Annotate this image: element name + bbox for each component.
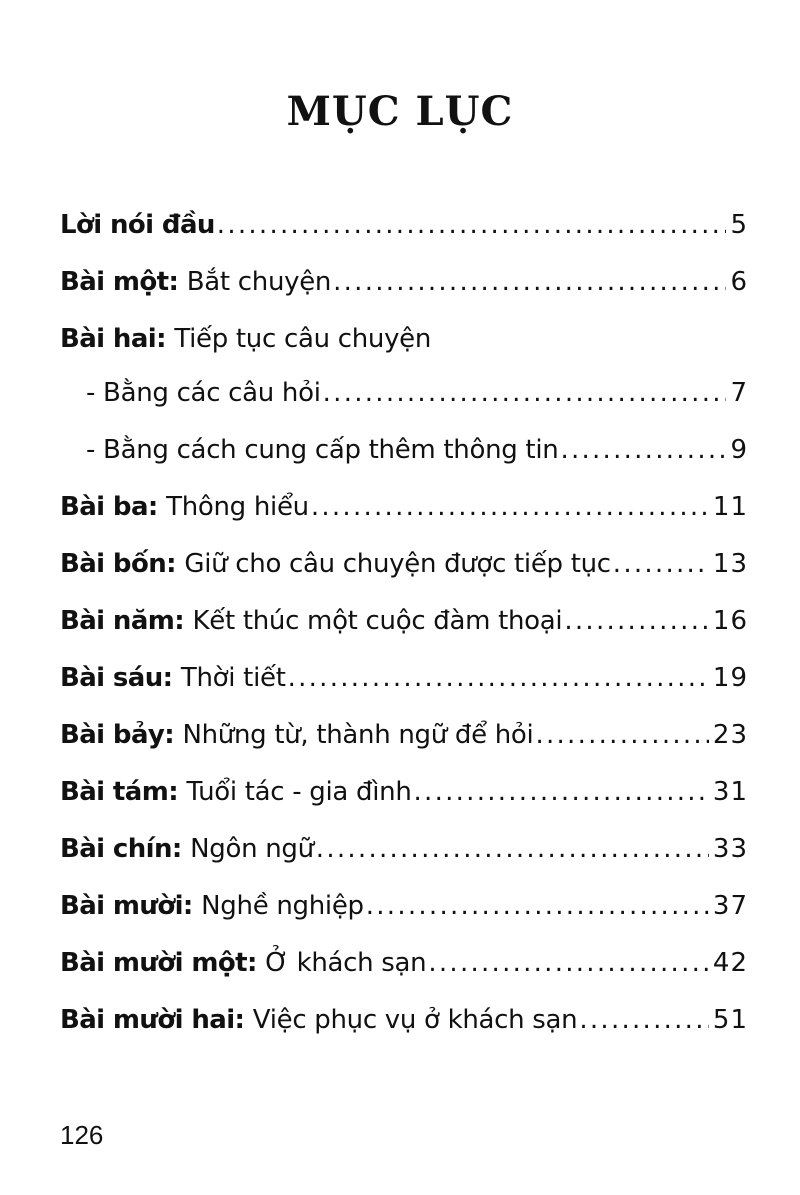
toc-entry-topic: Bắt chuyện [186,267,332,297]
toc-entry-lesson-2 [60,324,748,378]
toc-entry-page: 11 [712,492,748,522]
toc-entry-page: 5 [730,210,748,240]
toc-entry-lead: Bài bảy [60,720,165,750]
toc-entry-lesson-11 [60,948,748,1005]
lead-separator: : [171,834,191,864]
toc-entry-page: 23 [712,720,748,750]
toc-entry-page: 13 [712,549,748,579]
toc-entry-lead: Bài sáu [60,663,163,693]
toc-subentry-questions [60,378,748,435]
lead-separator: : [246,948,266,978]
toc-entry-page: 31 [712,777,748,807]
dot-leader [535,720,708,750]
dot-leader [217,210,727,240]
toc-entry-topic: Kết thúc một cuộc đàm thoại [192,606,563,636]
toc-entry-lesson-9 [60,834,748,891]
toc-entry-lead: Bài hai [60,324,157,354]
dot-leader [333,267,726,297]
toc-entry-lesson-1 [60,267,748,324]
dot-leader [414,777,709,807]
toc-entry-topic: Thông hiểu [166,492,309,522]
lead-separator: : [234,1005,253,1035]
toc-entry-lesson-10 [60,891,748,948]
toc-entry-lead: Lời nói đầu [60,210,215,240]
dot-leader [564,606,709,636]
lead-separator: : [162,663,181,693]
toc-entry-topic: - Bằng các câu hỏi [86,378,321,408]
toc-entry-page: 37 [712,891,748,921]
toc-entry-foreword [60,210,748,267]
table-of-contents [60,210,748,1062]
dot-leader [366,891,709,921]
toc-entry-lead: Bài một [60,267,169,297]
lead-separator: : [168,267,187,297]
toc-entry-page: 19 [712,663,748,693]
toc-entry-page: 16 [712,606,748,636]
toc-entry-topic: Ở khách sạn [265,948,427,978]
toc-entry-topic: Những từ, thành ngữ để hỏi [182,720,534,750]
toc-entry-topic: Nghề nghiệp [201,891,364,921]
toc-entry-page: 51 [712,1005,748,1035]
toc-entry-lesson-6 [60,663,748,720]
lead-separator: : [166,549,185,579]
toc-entry-topic: Ngôn ngữ [190,834,314,864]
toc-entry-lesson-7 [60,720,748,777]
toc-entry-lesson-8 [60,777,748,834]
toc-entry-lead: Bài ba [60,492,148,522]
toc-entry-lead: Bài mười hai [60,1005,235,1035]
toc-entry-page: 33 [712,834,748,864]
toc-entry-topic: Tuổi tác - gia đình [186,777,412,807]
dot-leader [288,663,709,693]
toc-entry-lesson-5 [60,606,748,663]
dot-leader [323,378,727,408]
dot-leader [311,492,709,522]
lead-separator: : [174,606,193,636]
toc-entry-topic: Việc phục vụ ở khách sạn [252,1005,578,1035]
toc-entry-lead: Bài năm [60,606,175,636]
toc-entry-topic: Thời tiết [180,663,286,693]
dot-leader [613,549,709,579]
lead-separator: : [147,492,167,522]
toc-entry-lead: Bài mười một [60,948,247,978]
toc-entry-lesson-4 [60,549,748,606]
toc-entry-lead: Bài chín [60,834,172,864]
lead-separator: : [164,720,183,750]
toc-entry-page: 42 [712,948,748,978]
toc-entry-page: 7 [730,378,748,408]
toc-entry-topic: - Bằng cách cung cấp thêm thông tin [86,435,559,465]
toc-entry-page: 6 [730,267,748,297]
toc-subentry-more-info [60,435,748,492]
toc-entry-topic: Tiếp tục câu chuyện [174,324,432,354]
dot-leader [560,435,726,465]
toc-entry-lead: Bài mười [60,891,183,921]
lead-separator: : [156,324,175,354]
page-number: 126 [60,1120,104,1150]
dot-leader [428,948,709,978]
toc-entry-lead: Bài bốn [60,549,167,579]
lead-separator: : [182,891,202,921]
toc-entry-lesson-3 [60,492,748,549]
page-title: MỤC LỤC [286,88,514,135]
dot-leader [579,1005,709,1035]
toc-entry-page: 9 [730,435,748,465]
toc-entry-topic: Giữ cho câu chuyện được tiếp tục [184,549,611,579]
lead-separator: : [168,777,187,807]
toc-entry-lesson-12 [60,1005,748,1062]
toc-entry-lead: Bài tám [60,777,169,807]
dot-leader [316,834,709,864]
